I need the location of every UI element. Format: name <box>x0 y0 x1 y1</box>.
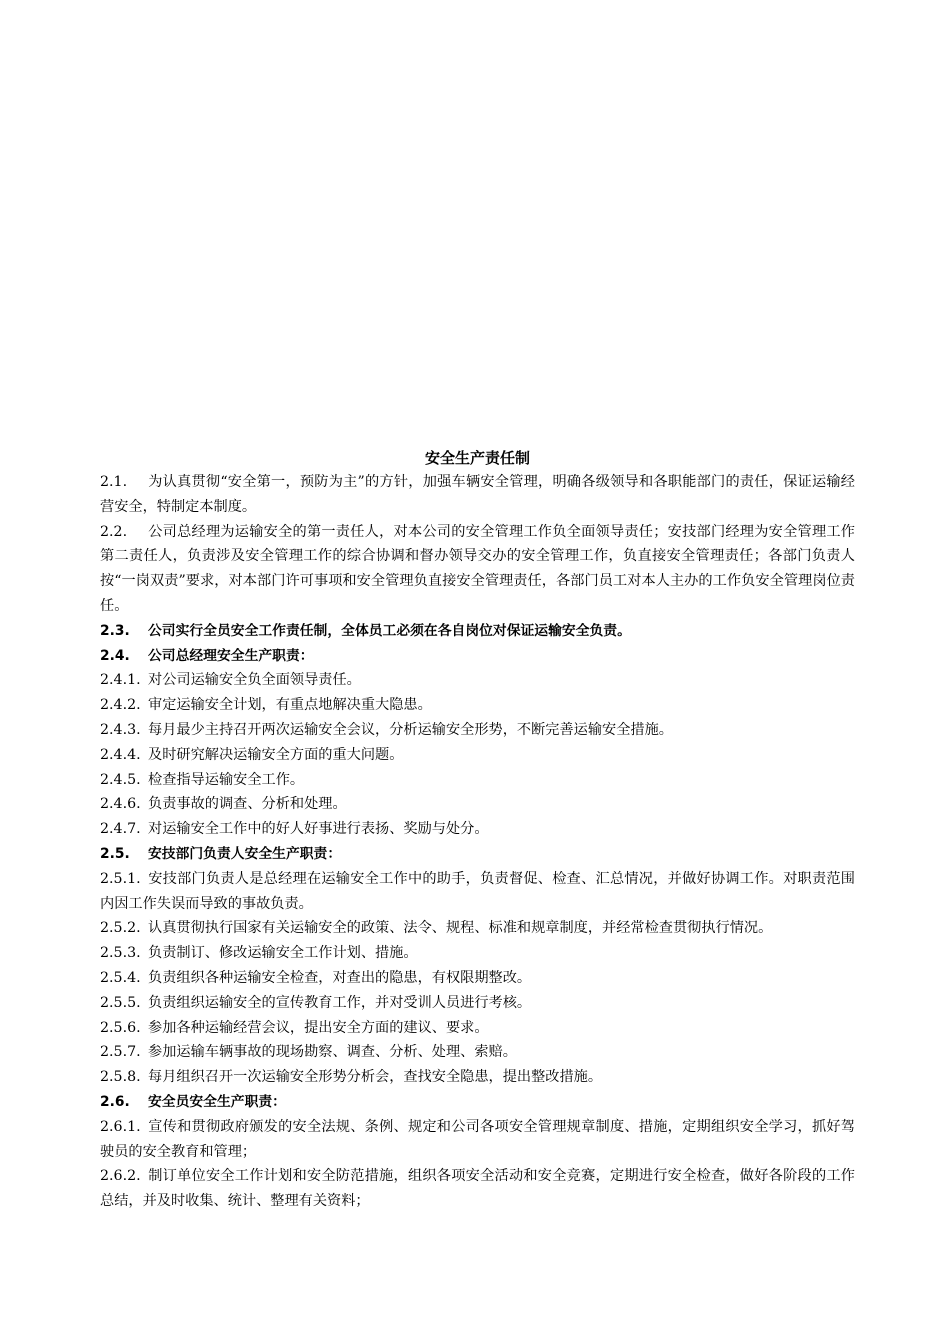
clause-paragraph <box>100 768 855 793</box>
clause-paragraph <box>100 1016 855 1041</box>
clause-paragraph <box>100 1040 855 1065</box>
clause-number: 2.4.1. <box>100 672 141 689</box>
clause-paragraph <box>100 718 855 743</box>
clause-number: 2.4.2. <box>100 697 141 714</box>
clause-paragraph <box>100 991 855 1016</box>
clause-text: 制订单位安全工作计划和安全防范措施，组织各项安全活动和安全竞赛，定期进行安全检查，做好各阶段的工作总结，并及时收集、统计、整理有关资料； <box>100 1168 855 1210</box>
section-heading <box>100 1090 855 1115</box>
clause-number: 2.4.4. <box>100 746 141 763</box>
clause-paragraph <box>100 1065 855 1090</box>
clause-paragraph <box>100 668 855 693</box>
clause-paragraph <box>100 743 855 768</box>
clause-number: 2.5.1. <box>100 870 141 887</box>
clause-text: 参加各种运输经营会议，提出安全方面的建议、要求。 <box>148 1019 489 1036</box>
clause-number: 2.2. <box>100 523 128 540</box>
clause-paragraph <box>100 1164 855 1214</box>
clause-paragraph <box>100 792 855 817</box>
clause-paragraph <box>100 941 855 966</box>
clause-number: 2.4. <box>100 647 130 664</box>
clause-number: 2.4.3. <box>100 721 141 738</box>
clause-paragraph <box>100 520 855 619</box>
document-title: 安全生产责任制 <box>424 449 530 467</box>
clause-number: 2.5.2. <box>100 920 141 937</box>
clause-text: 为认真贯彻“安全第一，预防为主”的方针，加强车辆安全管理，明确各级领导和各职能部门的责任，保证运输经营安全，特制定本制度。 <box>100 474 855 515</box>
clause-number: 2.5.7. <box>100 1044 141 1061</box>
clause-number: 2.6.1. <box>100 1118 141 1135</box>
clause-text: 对运输安全工作中的好人好事进行表扬、奖励与处分。 <box>148 821 489 838</box>
paragraph-list <box>100 470 855 1214</box>
clause-number: 2.3. <box>100 622 130 639</box>
clause-text: 安技部门负责人安全生产职责： <box>148 845 342 862</box>
clause-number: 2.4.6. <box>100 796 141 813</box>
document-body <box>100 446 855 1214</box>
clause-number: 2.5. <box>100 845 130 862</box>
clause-number: 2.5.8. <box>100 1069 141 1086</box>
clause-paragraph <box>100 867 855 917</box>
clause-paragraph <box>100 817 855 842</box>
clause-number: 2.4.5. <box>100 771 141 788</box>
clause-number: 2.5.6. <box>100 1019 141 1036</box>
clause-paragraph <box>100 916 855 941</box>
clause-paragraph <box>100 1115 855 1165</box>
clause-text: 公司总经理为运输安全的第一责任人，对本公司的安全管理工作负全面领导责任；安技部门经理为安全管理工作第二责任人，负责涉及安全管理工作的综合协调和督办领导交办的安全管理工作，负直接安全管理责任；各部门负责人按“一岗双责”要求，对本部门许可事项和安全管理负直接安全管理责任，各部门员工对本人主办的工作负安全管理岗位责任。 <box>100 523 855 614</box>
clause-text: 检查指导运输安全工作。 <box>148 771 305 788</box>
clause-text: 参加运输车辆事故的现场勘察、调查、分析、处理、索赔。 <box>148 1044 517 1061</box>
clause-text: 负责制订、修改运输安全工作计划、措施。 <box>148 945 418 962</box>
clause-text: 每月最少主持召开两次运输安全会议，分析运输安全形势，不断完善运输安全措施。 <box>148 721 673 738</box>
clause-number: 2.6. <box>100 1093 130 1110</box>
clause-text: 负责组织各种运输安全检查，对查出的隐患，有权限期整改。 <box>148 969 532 986</box>
clause-text: 安全员安全生产职责： <box>148 1093 286 1110</box>
clause-text: 每月组织召开一次运输安全形势分析会，查找安全隐患，提出整改措施。 <box>148 1069 603 1086</box>
clause-number: 2.4.7. <box>100 821 141 838</box>
section-heading <box>100 644 855 669</box>
clause-number: 2.5.4. <box>100 969 141 986</box>
clause-text: 审定运输安全计划，有重点地解决重大隐患。 <box>148 697 432 714</box>
clause-text: 宣传和贯彻政府颁发的安全法规、条例、规定和公司各项安全管理规章制度、措施，定期组织安全学习，抓好驾驶员的安全教育和管理； <box>100 1118 855 1160</box>
section-heading <box>100 842 855 867</box>
clause-text: 对公司运输安全负全面领导责任。 <box>148 672 361 689</box>
clause-number: 2.5.3. <box>100 945 141 962</box>
clause-text: 负责事故的调查、分析和处理。 <box>148 796 347 813</box>
section-heading <box>100 619 855 644</box>
clause-number: 2.5.5. <box>100 994 141 1011</box>
clause-text: 认真贯彻执行国家有关运输安全的政策、法令、规程、标准和规章制度，并经常检查贯彻执行情况。 <box>148 920 773 937</box>
clause-paragraph <box>100 693 855 718</box>
clause-text: 负责组织运输安全的宣传教育工作，并对受训人员进行考核。 <box>148 994 532 1011</box>
clause-number: 2.6.2. <box>100 1168 141 1185</box>
clause-text: 安技部门负责人是总经理在运输安全工作中的助手，负责督促、检查、汇总情况，并做好协调工作。对职责范围内因工作失误而导致的事故负责。 <box>100 870 855 912</box>
clause-paragraph <box>100 470 855 520</box>
clause-paragraph <box>100 966 855 991</box>
clause-text: 公司实行全员安全工作责任制，全体员工必须在各自岗位对保证运输安全负责。 <box>148 622 631 639</box>
clause-text: 及时研究解决运输安全方面的重大问题。 <box>148 746 404 763</box>
clause-text: 公司总经理安全生产职责： <box>148 647 314 664</box>
clause-number: 2.1. <box>100 474 128 490</box>
